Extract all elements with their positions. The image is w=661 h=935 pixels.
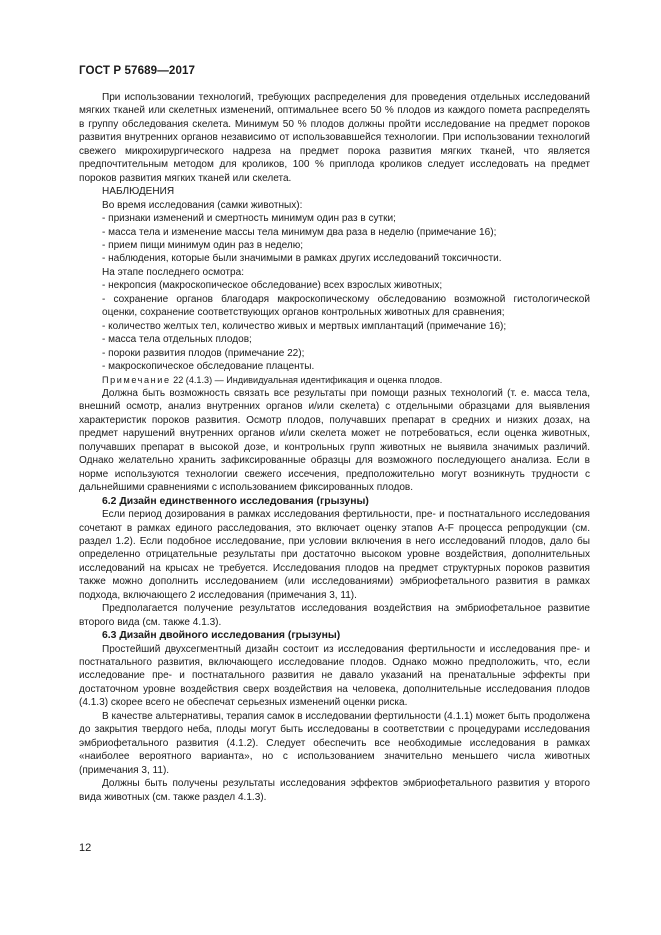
linkage-paragraph: Должна быть возможность связать все результаты при помощи разных технологий (т. е. масса тела, внешний осмотр, анализ внутренних органов и/или скелета) с отдельными образцами для выявления характеристик пороков развития. Осмотр плодов, получавших препарат в средних и низких дозах, на предмет нарушений внутренних органов и/или скелета может не потребоваться, если оценка животных, получавших препарат в высокой дозе, и контрольных групп животных не выявила значимых различий. Однако желательно хранить зафиксированные образцы для возможного последующего анализа. Если в норме используются технологии свежего иссечения, предположительно могут возникнуть трудности с дальнейшими сравнениями с использованием фиксированных плодов. xyxy=(79,387,590,494)
note-text: 22 (4.1.3) — Индивидуальная идентификация и оценка плодов. xyxy=(170,374,443,385)
document-header-standard-number: ГОСТ Р 57689—2017 xyxy=(79,64,196,77)
section-6-3-paragraph: Должны быть получены результаты исследования эффектов эмбриофетального развития у второго вида животных (см. также раздел 4.1.3). xyxy=(79,778,590,803)
final-item: - пороки развития плодов (примечание 22); xyxy=(102,347,305,359)
observations-heading: НАБЛЮДЕНИЯ xyxy=(102,186,175,198)
section-6-2-paragraph: Если период дозирования в рамках исследования фертильности, пре- и постнатального исследования сочетают в рамках единого расследования, это включает оценку этапов A-F процесса репродукции (см. раздел 1.2). Если подобное исследование, при условии включения в него исследований плодов, дало бы определенно отрицательные результаты при достаточно высоком уровне воздействия, дополнительных исследований на крысах не требуется. Исследования плодов на предмет структурных пороков развития также можно дополнить исследованием (или исследованиями) эмбриофетального развития в рамках подхода, включающего 2 исследования (примечания 3, 11). xyxy=(79,509,590,601)
final-item: - количество желтых тел, количество живых и мертвых имплантаций (примечание 16); xyxy=(102,320,507,332)
final-item: - сохранение органов благодаря макроскопическому обследованию возможной гистологической оценки, сохранение соответствующих органов контрольных животных для сравнения; xyxy=(102,293,590,319)
intro-paragraph: При использовании технологий, требующих распределения для проведения отдельных исследований мягких тканей или скелетных изменений, оптимальнее всего 50 % плодов из каждого помета распределять в группу обследования скелета. Минимум 50 % плодов должны пройти исследование на предмет пороков развития внутренних органов независимо от использовавшейся технологии. При использовании технологий свежего микрохирургического надреза на предмет порока развития мягких тканей, что является предпочтительным методом для кроликов, 100 % приплода кроликов следует исследовать на предмет пороков развития мягких тканей или скелета. xyxy=(79,92,590,184)
final-item: - масса тела отдельных плодов; xyxy=(102,334,252,346)
final-item: - макроскопическое обследование плаценты. xyxy=(102,361,315,373)
final-exam-label: На этапе последнего осмотра: xyxy=(102,266,244,278)
section-6-3-paragraph: В качестве альтернативы, терапия самок в исследовании фертильности (4.1.1) может быть продолжена до закрытия твердого неба, плоды могут быть исследованы в соответствии с процедурами исследования эмбриофетального развития (4.1.2). Следует обеспечить все необходимые исследования в рамках «наиболее вероятного варианта», но с использованием значительно меньшего числа животных (примечания 3, 11). xyxy=(79,710,590,776)
section-6-2-paragraph: Предполагается получение результатов исследования воздействия на эмбриофетальное развитие второго вида (см. также 4.1.3). xyxy=(79,603,590,628)
document-body xyxy=(79,91,590,804)
during-item: - прием пищи минимум один раз в неделю; xyxy=(102,239,304,251)
section-6-2-title: 6.2 Дизайн единственного исследования (грызуны) xyxy=(102,495,369,507)
note-label: Примечание xyxy=(102,374,171,385)
note-22 xyxy=(79,374,590,387)
page-number: 12 xyxy=(79,842,92,854)
section-6-3-title: 6.3 Дизайн двойного исследования (грызуны) xyxy=(102,630,341,642)
final-item: - некропсия (макроскопическое обследование) всех взрослых животных; xyxy=(102,280,443,292)
section-6-3-paragraph: Простейший двухсегментный дизайн состоит из исследования фертильности и исследования пре- и постнатального развития, включающего исследование плодов. Однако можно предположить, что, если исследование пре- и постнатального развития не давало указаний на пренатальные эффекты при достаточном уровне воздействия сверх воздействия на человека, дополнительные исследования плодов (4.1.3) скорее всего не обеспечат серьезных изменений оценки риска. xyxy=(79,643,590,709)
during-item: - наблюдения, которые были значимыми в рамках других исследований токсичности. xyxy=(102,253,502,265)
during-item: - признаки изменений и смертность минимум один раз в сутки; xyxy=(102,213,396,225)
during-item: - масса тела и изменение массы тела минимум два раза в неделю (примечание 16); xyxy=(102,226,497,238)
during-study-label: Во время исследования (самки животных): xyxy=(102,199,303,211)
